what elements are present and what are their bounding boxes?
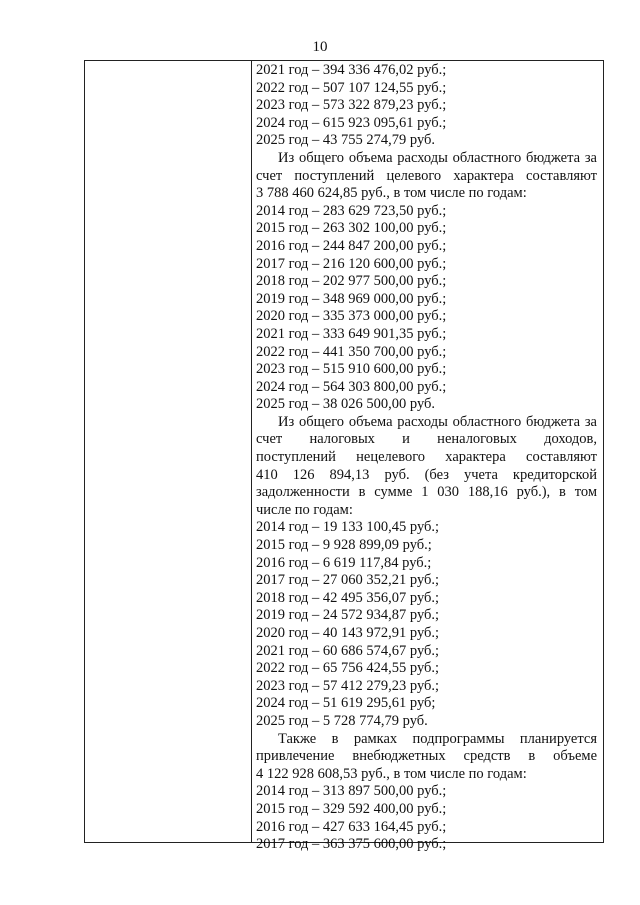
text-line: счет налоговых и неналоговых доходов, [256,431,597,448]
text-line: 4 122 928 608,53 руб., в том числе по годам: [256,765,527,782]
text-line: числе по годам: [256,501,353,518]
text-line: 2015 год – 9 928 899,09 руб.; [256,537,432,554]
text-line: 2020 год – 40 143 972,91 руб.; [256,625,440,641]
page-number: 10 [312,39,328,55]
text-line: 2025 год – 5 728 774,79 руб. [256,712,428,729]
text-line: 2015 год – 263 302 100,00 руб.; [256,220,447,237]
text-line: поступлений нецелевого характера составляют [256,449,597,466]
text-line: Из общего объема расходы областного бюджета за [278,149,597,166]
text-line: 2016 год – 427 633 164,45 руб.; [256,818,447,835]
text-line: 2020 год – 335 373 000,00 руб.; [256,308,447,325]
text-line: 2021 год – 333 649 901,35 руб.; [256,325,447,342]
text-line: счет поступлений целевого характера составляют [256,167,597,184]
text-line: 2014 год – 283 629 723,50 руб.; [256,202,447,219]
text-line: 2019 год – 24 572 934,87 руб.; [256,607,440,624]
text-line: 2014 год – 19 133 100,45 руб.; [256,519,440,536]
text-line: 3 788 460 624,85 руб., в том числе по годам: [256,185,527,202]
text-line: Из общего объема расходы областного бюджета за [278,413,597,430]
text-line: 2015 год – 329 592 400,00 руб.; [256,800,447,817]
text-line: 2023 год – 57 412 279,23 руб.; [256,677,440,694]
text-line: 2022 год – 507 107 124,55 руб.; [256,79,447,96]
text-line: 2017 год – 216 120 600,00 руб.; [256,255,447,272]
text-line: 2023 год – 573 322 879,23 руб.; [256,97,447,114]
table-left-cell [85,61,252,842]
text-line: Также в рамках подпрограммы планируется [278,730,597,747]
document-table [84,60,604,853]
text-line: 2018 год – 42 495 356,07 руб.; [256,589,440,606]
text-line: 2025 год – 38 026 500,00 руб. [256,396,436,413]
text-line: привлечение внебюджетных средств в объеме [256,748,597,765]
text-line: 2017 год – 363 375 600,00 руб.; [256,836,447,853]
text-line: 2024 год – 615 923 095,61 руб.; [256,114,447,131]
text-line: 2022 год – 441 350 700,00 руб.; [256,343,447,360]
text-line: 2023 год – 515 910 600,00 руб.; [256,361,447,378]
text-line: 2019 год – 348 969 000,00 руб.; [256,290,447,307]
text-line: 2022 год – 65 756 424,55 руб.; [256,660,440,677]
text-line: 2024 год – 564 303 800,00 руб.; [256,378,447,395]
text-line: 2021 год – 394 336 476,02 руб.; [256,62,447,78]
text-line: 2016 год – 244 847 200,00 руб.; [256,237,447,254]
text-line: 2014 год – 313 897 500,00 руб.; [256,783,447,800]
text-line: 2024 год – 51 619 295,61 руб; [256,695,436,712]
text-line: 2018 год – 202 977 500,00 руб.; [256,273,447,290]
text-line: задолженности в сумме 1 030 188,16 руб.), в том [256,484,597,501]
table-right-cell [256,62,597,854]
text-line: 2017 год – 27 060 352,21 руб.; [256,572,440,589]
text-line: 2016 год – 6 619 117,84 руб.; [256,554,432,571]
text-line: 2021 год – 60 686 574,67 руб.; [256,642,440,659]
text-line: 410 126 894,13 руб. (без учета кредиторской [256,466,597,483]
text-line: 2025 год – 43 755 274,79 руб. [256,132,436,149]
